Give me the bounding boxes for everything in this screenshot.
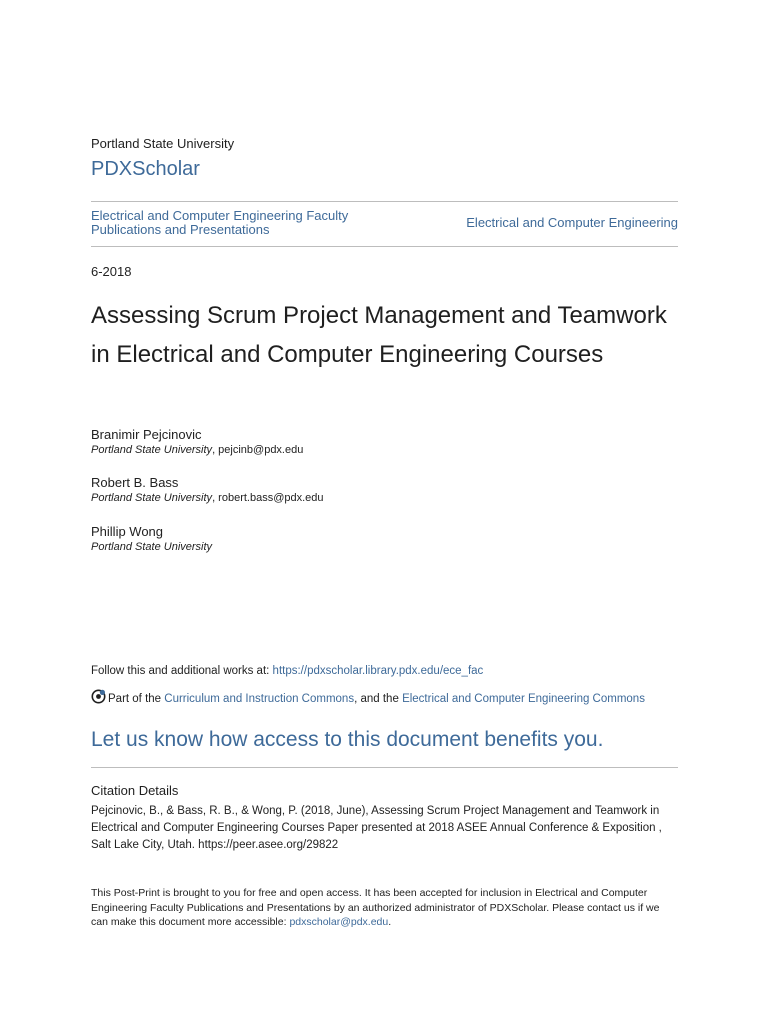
repository-link[interactable]: PDXScholar	[91, 158, 200, 180]
access-notice: This Post-Print is brought to you for free and open access. It has been accepted for inclusion in Electrical and Computer Engineering Faculty Publications and Presentations by an authorized administrator of PDXScholar. Please contact us if we can make this document more accessible: pdxscholar@pdx.edu.	[91, 887, 660, 928]
creative-commons-icon	[91, 689, 106, 704]
divider	[91, 201, 678, 202]
citation-heading: Citation Details	[91, 783, 179, 798]
ece-commons-link[interactable]: Electrical and Computer Engineering Commons	[402, 693, 645, 705]
author-block	[91, 475, 324, 504]
author-name: Robert B. Bass	[91, 475, 179, 490]
author-name: Phillip Wong	[91, 524, 164, 539]
collection-link[interactable]: Electrical and Computer Engineering Faculty Publications and Presentations	[91, 208, 349, 237]
follow-line: Follow this and additional works at: https://pdxscholar.library.pdx.edu/ece_fac	[91, 665, 484, 677]
author-affiliation: Portland State University	[91, 541, 213, 553]
university-name: Portland State University	[91, 136, 235, 151]
department-link[interactable]: Electrical and Computer Engineering	[466, 215, 678, 230]
benefits-feedback-link[interactable]: Let us know how access to this document benefits you.	[91, 728, 604, 751]
publication-date: 6-2018	[91, 264, 132, 279]
citation-text: Pejcinovic, B., & Bass, R. B., & Wong, P. (2018, June), Assessing Scrum Project Management and Teamwork in Electrical and Computer Engineering Courses Paper presented at 2018 ASEE Annual Conference & Exposition , Salt Lake City, Utah. https://peer.asee.org/29822	[91, 805, 662, 851]
collection-url-link[interactable]: https://pdxscholar.library.pdx.edu/ece_fac	[272, 665, 484, 677]
contact-email-link[interactable]: pdxscholar@pdx.edu	[289, 916, 389, 928]
divider	[91, 246, 678, 247]
author-affiliation: Portland State University, robert.bass@pdx.edu	[91, 492, 324, 504]
author-block	[91, 427, 303, 456]
author-affiliation: Portland State University, pejcinb@pdx.edu	[91, 444, 304, 456]
curriculum-commons-link[interactable]: Curriculum and Instruction Commons	[164, 693, 355, 705]
part-of-line: Part of the Curriculum and Instruction Commons, and the Electrical and Computer Engineering Commons	[91, 689, 678, 710]
divider	[91, 767, 678, 768]
author-block	[91, 524, 212, 553]
document-title: Assessing Scrum Project Management and Teamwork in Electrical and Computer Engineering Courses	[91, 302, 667, 368]
author-name: Branimir Pejcinovic	[91, 427, 202, 442]
